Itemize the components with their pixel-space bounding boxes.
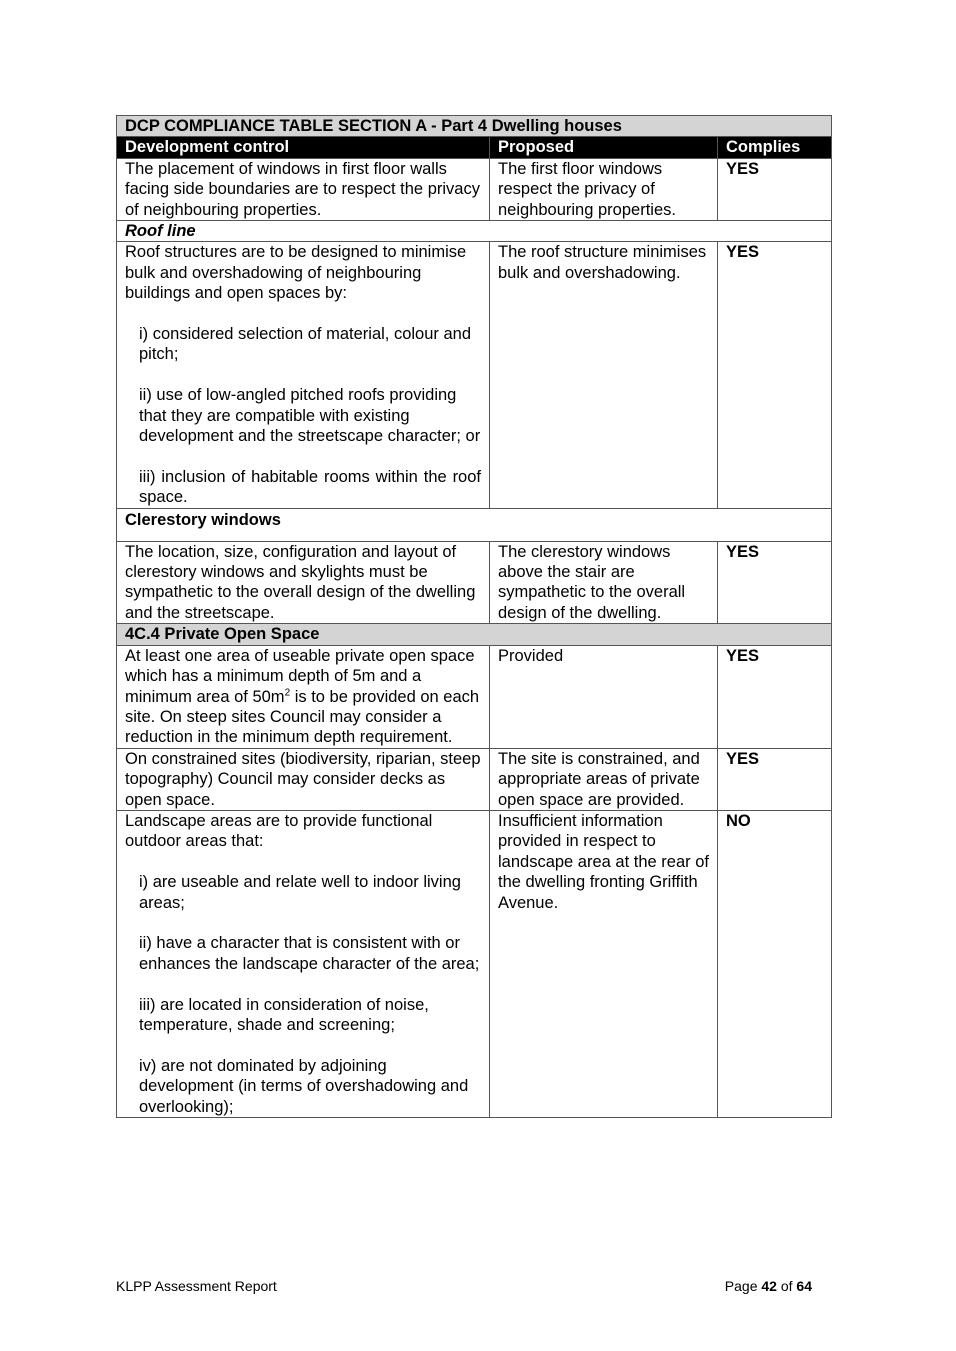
control-intro: Roof structures are to be designed to minimise bulk and overshadowing of neighbouring buildings and open spaces by: <box>125 243 467 303</box>
table-row <box>117 158 832 220</box>
proposed-cell: The site is constrained, and appropriate areas of private open space are provided. <box>490 748 718 810</box>
section-row-roof-line <box>117 221 832 242</box>
control-cell <box>117 645 490 748</box>
control-item: iv) are not dominated by adjoining development (in terms of overshadowing and overlooking); <box>139 1056 469 1116</box>
control-item: i) are useable and relate well to indoor living areas; <box>139 873 461 912</box>
header-complies: Complies <box>718 137 832 158</box>
control-text: At least one area of useable private open space which has a minimum depth of 5m and a minimum area of 50m <box>125 646 475 706</box>
superscript: 2 <box>284 687 291 699</box>
control-cell: On constrained sites (biodiversity, riparian, steep topography) Council may consider decks as open space. <box>117 748 490 810</box>
control-cell <box>117 242 490 508</box>
page-prefix: Page <box>724 1278 762 1294</box>
control-cell <box>117 810 490 1117</box>
table-row <box>117 242 832 508</box>
control-item: i) considered selection of material, colour and pitch; <box>139 325 472 364</box>
control-cell: The location, size, configuration and layout of clerestory windows and skylights must be sympathetic to the overall design of the dwelling and the streetscape. <box>117 541 490 624</box>
table-row <box>117 645 832 748</box>
proposed-cell: The clerestory windows above the stair are sympathetic to the overall design of the dwelling. <box>490 541 718 624</box>
section-heading: 4C.4 Private Open Space <box>117 624 832 645</box>
page-number: 42 <box>761 1278 777 1294</box>
section-row-clerestory <box>117 508 832 541</box>
proposed-cell: Insufficient information provided in respect to landscape area at the rear of the dwelling fronting Griffith Avenue. <box>490 810 718 1117</box>
section-heading: Clerestory windows <box>117 508 832 541</box>
header-proposed: Proposed <box>490 137 718 158</box>
table-row <box>117 748 832 810</box>
proposed-cell: The first floor windows respect the privacy of neighbouring properties. <box>490 158 718 220</box>
control-intro: Landscape areas are to provide functional outdoor areas that: <box>125 811 433 851</box>
page-total: 64 <box>796 1278 812 1294</box>
control-text: is to be provided on each site. On steep sites Council may consider a reduction in the minimum depth requirement. <box>125 687 480 747</box>
control-item: iii) are located in consideration of noise, temperature, shade and screening; <box>139 995 429 1034</box>
proposed-cell: The roof structure minimises bulk and overshadowing. <box>490 242 718 508</box>
table-title-row <box>117 116 832 137</box>
proposed-cell: Provided <box>490 645 718 748</box>
complies-cell: YES <box>718 748 832 810</box>
section-row-private-open-space <box>117 624 832 645</box>
table-row <box>117 541 832 624</box>
compliance-table <box>116 115 832 1118</box>
control-cell: The placement of windows in first floor walls facing side boundaries are to respect the privacy of neighbouring properties. <box>117 158 490 220</box>
complies-cell: NO <box>718 810 832 1117</box>
report-name: KLPP Assessment Report <box>116 1278 277 1294</box>
page-indicator <box>725 1277 812 1295</box>
complies-cell: YES <box>718 541 832 624</box>
control-item: ii) have a character that is consistent with or enhances the landscape character of the area; <box>139 934 480 973</box>
control-item: ii) use of low-angled pitched roofs providing that they are compatible with existing development and the streetscape character; or <box>139 386 481 446</box>
table-title: DCP COMPLIANCE TABLE SECTION A - Part 4 Dwelling houses <box>117 116 832 137</box>
table-header-row <box>117 137 832 158</box>
section-heading: Roof line <box>117 221 832 242</box>
control-item: iii) inclusion of habitable rooms within the roof space. <box>139 467 481 507</box>
table-row <box>117 810 832 1117</box>
complies-cell: YES <box>718 242 832 508</box>
complies-cell: YES <box>718 645 832 748</box>
complies-cell: YES <box>718 158 832 220</box>
page-of: of <box>776 1278 797 1294</box>
header-development-control: Development control <box>117 137 490 158</box>
